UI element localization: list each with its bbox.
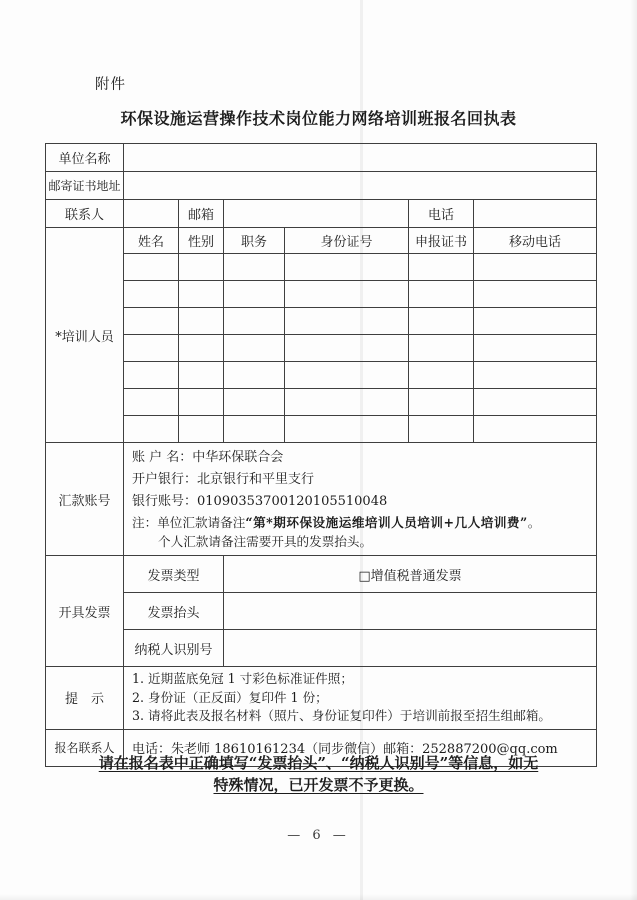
- tips-content: [124, 667, 597, 730]
- mailing-address-row: [46, 172, 597, 200]
- invoice-type-label: 发票类型: [124, 556, 224, 593]
- trainee-idnumber-cell: [285, 254, 409, 281]
- trainee-col-name: 姓名: [124, 228, 179, 254]
- trainee-name-cell: [124, 335, 179, 362]
- tips-row: [46, 667, 597, 730]
- trainee-empty-row: [46, 308, 597, 335]
- tip-item-1: 1. 近期蓝底免冠 1 寸彩色标准证件照；: [132, 671, 353, 686]
- mailing-address-field: [124, 172, 597, 200]
- remittance-bank: 开户银行：北京银行和平里支行: [132, 472, 315, 487]
- registration-contact-label: 报名联系人: [46, 729, 124, 766]
- form-table-body: [46, 144, 597, 767]
- remittance-account-number: 银行账号：01090353700120105510048: [132, 494, 388, 509]
- contact-label: 联系人: [46, 200, 124, 228]
- trainee-empty-row: [46, 335, 597, 362]
- trainee-gender-cell: [179, 389, 224, 416]
- trainee-name-cell: [124, 254, 179, 281]
- trainee-name-cell: [124, 416, 179, 443]
- trainee-col-idnumber: 身份证号: [285, 228, 409, 254]
- contact-field: [124, 200, 179, 228]
- unit-name-field: [124, 144, 597, 172]
- trainee-position-cell: [224, 362, 285, 389]
- invoice-title-row: [46, 593, 597, 630]
- footer-note-line1: 请在报名表中正确填写“发票抬头”、“纳税人识别号”等信息，如无: [98, 754, 539, 772]
- trainee-certificate-cell: [409, 254, 474, 281]
- trainee-position-cell: [224, 308, 285, 335]
- invoice-title-field: [224, 593, 597, 630]
- remittance-note-line1: [132, 513, 588, 532]
- invoice-title-label: 发票抬头: [124, 593, 224, 630]
- remittance-details: [124, 443, 597, 556]
- tip-item-3: 3. 请将此表及报名材料（照片、身份证复印件）于培训前报至招生组邮箱。: [132, 708, 552, 723]
- phone-field: [474, 200, 597, 228]
- trainee-certificate-cell: [409, 362, 474, 389]
- remittance-note-line2: 个人汇款请备注需要开具的发票抬头。: [158, 534, 373, 549]
- trainee-col-mobile: 移动电话: [474, 228, 597, 254]
- trainee-name-cell: [124, 281, 179, 308]
- trainee-gender-cell: [179, 416, 224, 443]
- trainee-col-position: 职务: [224, 228, 285, 254]
- trainee-mobile-cell: [474, 389, 597, 416]
- trainee-idnumber-cell: [285, 281, 409, 308]
- trainees-label: *培训人员: [46, 228, 124, 443]
- trainee-gender-cell: [179, 335, 224, 362]
- footer-note-line2: 特殊情况，已开发票不予更换。: [213, 776, 424, 794]
- trainee-position-cell: [224, 416, 285, 443]
- trainee-empty-row: [46, 254, 597, 281]
- tips-label: 提 示: [46, 667, 124, 730]
- trainee-name-cell: [124, 389, 179, 416]
- trainee-gender-cell: [179, 308, 224, 335]
- trainee-name-cell: [124, 362, 179, 389]
- trainee-idnumber-cell: [285, 308, 409, 335]
- trainee-mobile-cell: [474, 281, 597, 308]
- trainee-position-cell: [224, 281, 285, 308]
- invoice-type-option: [224, 556, 597, 593]
- trainee-name-cell: [124, 308, 179, 335]
- trainee-mobile-cell: [474, 362, 597, 389]
- trainee-certificate-cell: [409, 335, 474, 362]
- contact-row: [46, 200, 597, 228]
- remittance-label: 汇款账号: [46, 443, 124, 556]
- email-label: 邮箱: [179, 200, 224, 228]
- trainee-position-cell: [224, 254, 285, 281]
- phone-label: 电话: [409, 200, 474, 228]
- trainee-position-cell: [224, 335, 285, 362]
- trainee-gender-cell: [179, 362, 224, 389]
- remittance-account-name: 账 户 名：中华环保联合会: [132, 450, 284, 465]
- footer-note: [0, 752, 637, 796]
- mailing-address-label: 邮寄证书地址: [46, 172, 124, 200]
- trainee-mobile-cell: [474, 254, 597, 281]
- page-title: 环保设施运营操作技术岗位能力网络培训班报名回执表: [120, 109, 517, 128]
- registration-form-table: [45, 143, 597, 767]
- tip-item-2: 2. 身份证（正反面）复印件 1 份；: [132, 689, 328, 705]
- trainee-mobile-cell: [474, 335, 597, 362]
- trainee-header-row: [46, 228, 597, 254]
- email-field: [224, 200, 409, 228]
- trainee-idnumber-cell: [285, 416, 409, 443]
- trainee-gender-cell: [179, 254, 224, 281]
- trainee-idnumber-cell: [285, 335, 409, 362]
- trainee-empty-row: [46, 416, 597, 443]
- trainee-empty-row: [46, 362, 597, 389]
- unit-name-label: 单位名称: [46, 144, 124, 172]
- attachment-label: 附件: [95, 77, 126, 93]
- checkbox-icon: □: [358, 568, 371, 584]
- trainee-idnumber-cell: [285, 362, 409, 389]
- trainee-idnumber-cell: [285, 389, 409, 416]
- invoice-type-row: [46, 556, 597, 593]
- trainee-empty-row: [46, 281, 597, 308]
- trainee-col-gender: 性别: [179, 228, 224, 254]
- taxid-label: 纳税人识别号: [124, 630, 224, 667]
- unit-name-row: [46, 144, 597, 172]
- trainee-mobile-cell: [474, 308, 597, 335]
- trainee-certificate-cell: [409, 416, 474, 443]
- trainee-position-cell: [224, 389, 285, 416]
- taxid-row: [46, 630, 597, 667]
- trainee-empty-row: [46, 389, 597, 416]
- scan-edge-shadow-bottom: [0, 894, 637, 900]
- taxid-field: [224, 630, 597, 667]
- page-number: — 6 —: [287, 828, 350, 843]
- trainee-certificate-cell: [409, 281, 474, 308]
- note-prefix: 注：单位汇款请备注: [132, 515, 246, 530]
- invoice-type-option-label: 增值税普通发票: [370, 568, 462, 584]
- invoice-label: 开具发票: [46, 556, 124, 667]
- trainee-mobile-cell: [474, 416, 597, 443]
- trainee-gender-cell: [179, 281, 224, 308]
- trainee-certificate-cell: [409, 389, 474, 416]
- trainee-col-certificate: 申报证书: [409, 228, 474, 254]
- note-suffix: 。: [527, 515, 541, 530]
- trainee-certificate-cell: [409, 308, 474, 335]
- registration-contact-value: 电话：朱老师 18610161234（同步微信）邮箱：252887200@qq.com: [124, 729, 597, 766]
- remittance-row: [46, 443, 597, 556]
- note-bold-segment: “第*期环保设施运维培训人员培训+几人培训费”: [245, 515, 528, 530]
